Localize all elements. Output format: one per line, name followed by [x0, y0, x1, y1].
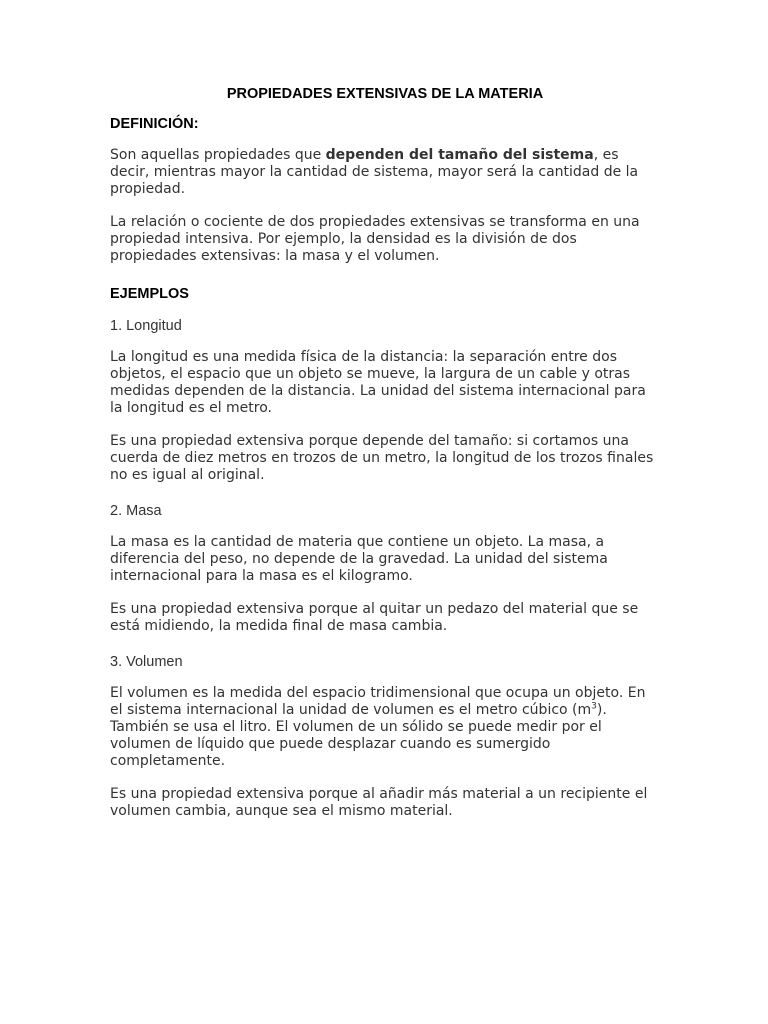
longitud-title: 1. Longitud [110, 318, 182, 334]
masa-paragraph-2: Es una propiedad extensiva porque al quitar un pedazo del material que se está midiendo, la medida final de masa cambia. [110, 601, 639, 634]
definition-text-end: , es decir, mientras mayor la cantidad de sistema, mayor será la cantidad de la propiedad. [110, 147, 639, 197]
examples-heading: EJEMPLOS [110, 286, 189, 302]
masa-paragraph-1: La masa es la cantidad de materia que contiene un objeto. La masa, a diferencia del peso, no depende de la gravedad. La unidad del sistema internacional para la masa es el kilogramo. [110, 534, 608, 584]
longitud-paragraph-1: La longitud es una medida física de la distancia: la separación entre dos objetos, el espacio que un objeto se mueve, la largura de un cable y otras medidas dependen de la distancia. La unidad del sistema internacional para la longitud es el metro. [110, 349, 646, 416]
definition-bold-text: dependen del tamaño del sistema [325, 147, 594, 163]
definition-paragraph-2: La relación o cociente de dos propiedades extensivas se transforma en una propiedad intensiva. Por ejemplo, la densidad es la división de dos propiedades extensivas: la masa y el volumen. [110, 214, 640, 264]
document-page [110, 85, 660, 836]
definition-heading: DEFINICIÓN: [110, 116, 199, 132]
definition-paragraph-1 [110, 147, 660, 198]
volumen-text-end: ). También se usa el litro. El volumen de un sólido se puede medir por el volumen de líquido que puede desplazar cuando es sumergido completamente. [110, 702, 607, 769]
volumen-paragraph-2: Es una propiedad extensiva porque al añadir más material a un recipiente el volumen cambia, aunque sea el mismo material. [110, 786, 648, 819]
document-title: PROPIEDADES EXTENSIVAS DE LA MATERIA [226, 86, 544, 102]
definition-text-start: Son aquellas propiedades que [110, 147, 326, 163]
volumen-paragraph-1 [110, 685, 660, 770]
volumen-text-start: El volumen es la medida del espacio tridimensional que ocupa un objeto. En el sistema internacional la unidad de volumen es el metro cúbico (m [110, 685, 646, 718]
longitud-paragraph-2: Es una propiedad extensiva porque depende del tamaño: si cortamos una cuerda de diez metros en trozos de un metro, la longitud de los trozos finales no es igual al original. [110, 433, 654, 483]
cubic-superscript: 3 [591, 701, 597, 712]
volumen-title: 3. Volumen [110, 654, 183, 670]
masa-title: 2. Masa [110, 503, 162, 519]
